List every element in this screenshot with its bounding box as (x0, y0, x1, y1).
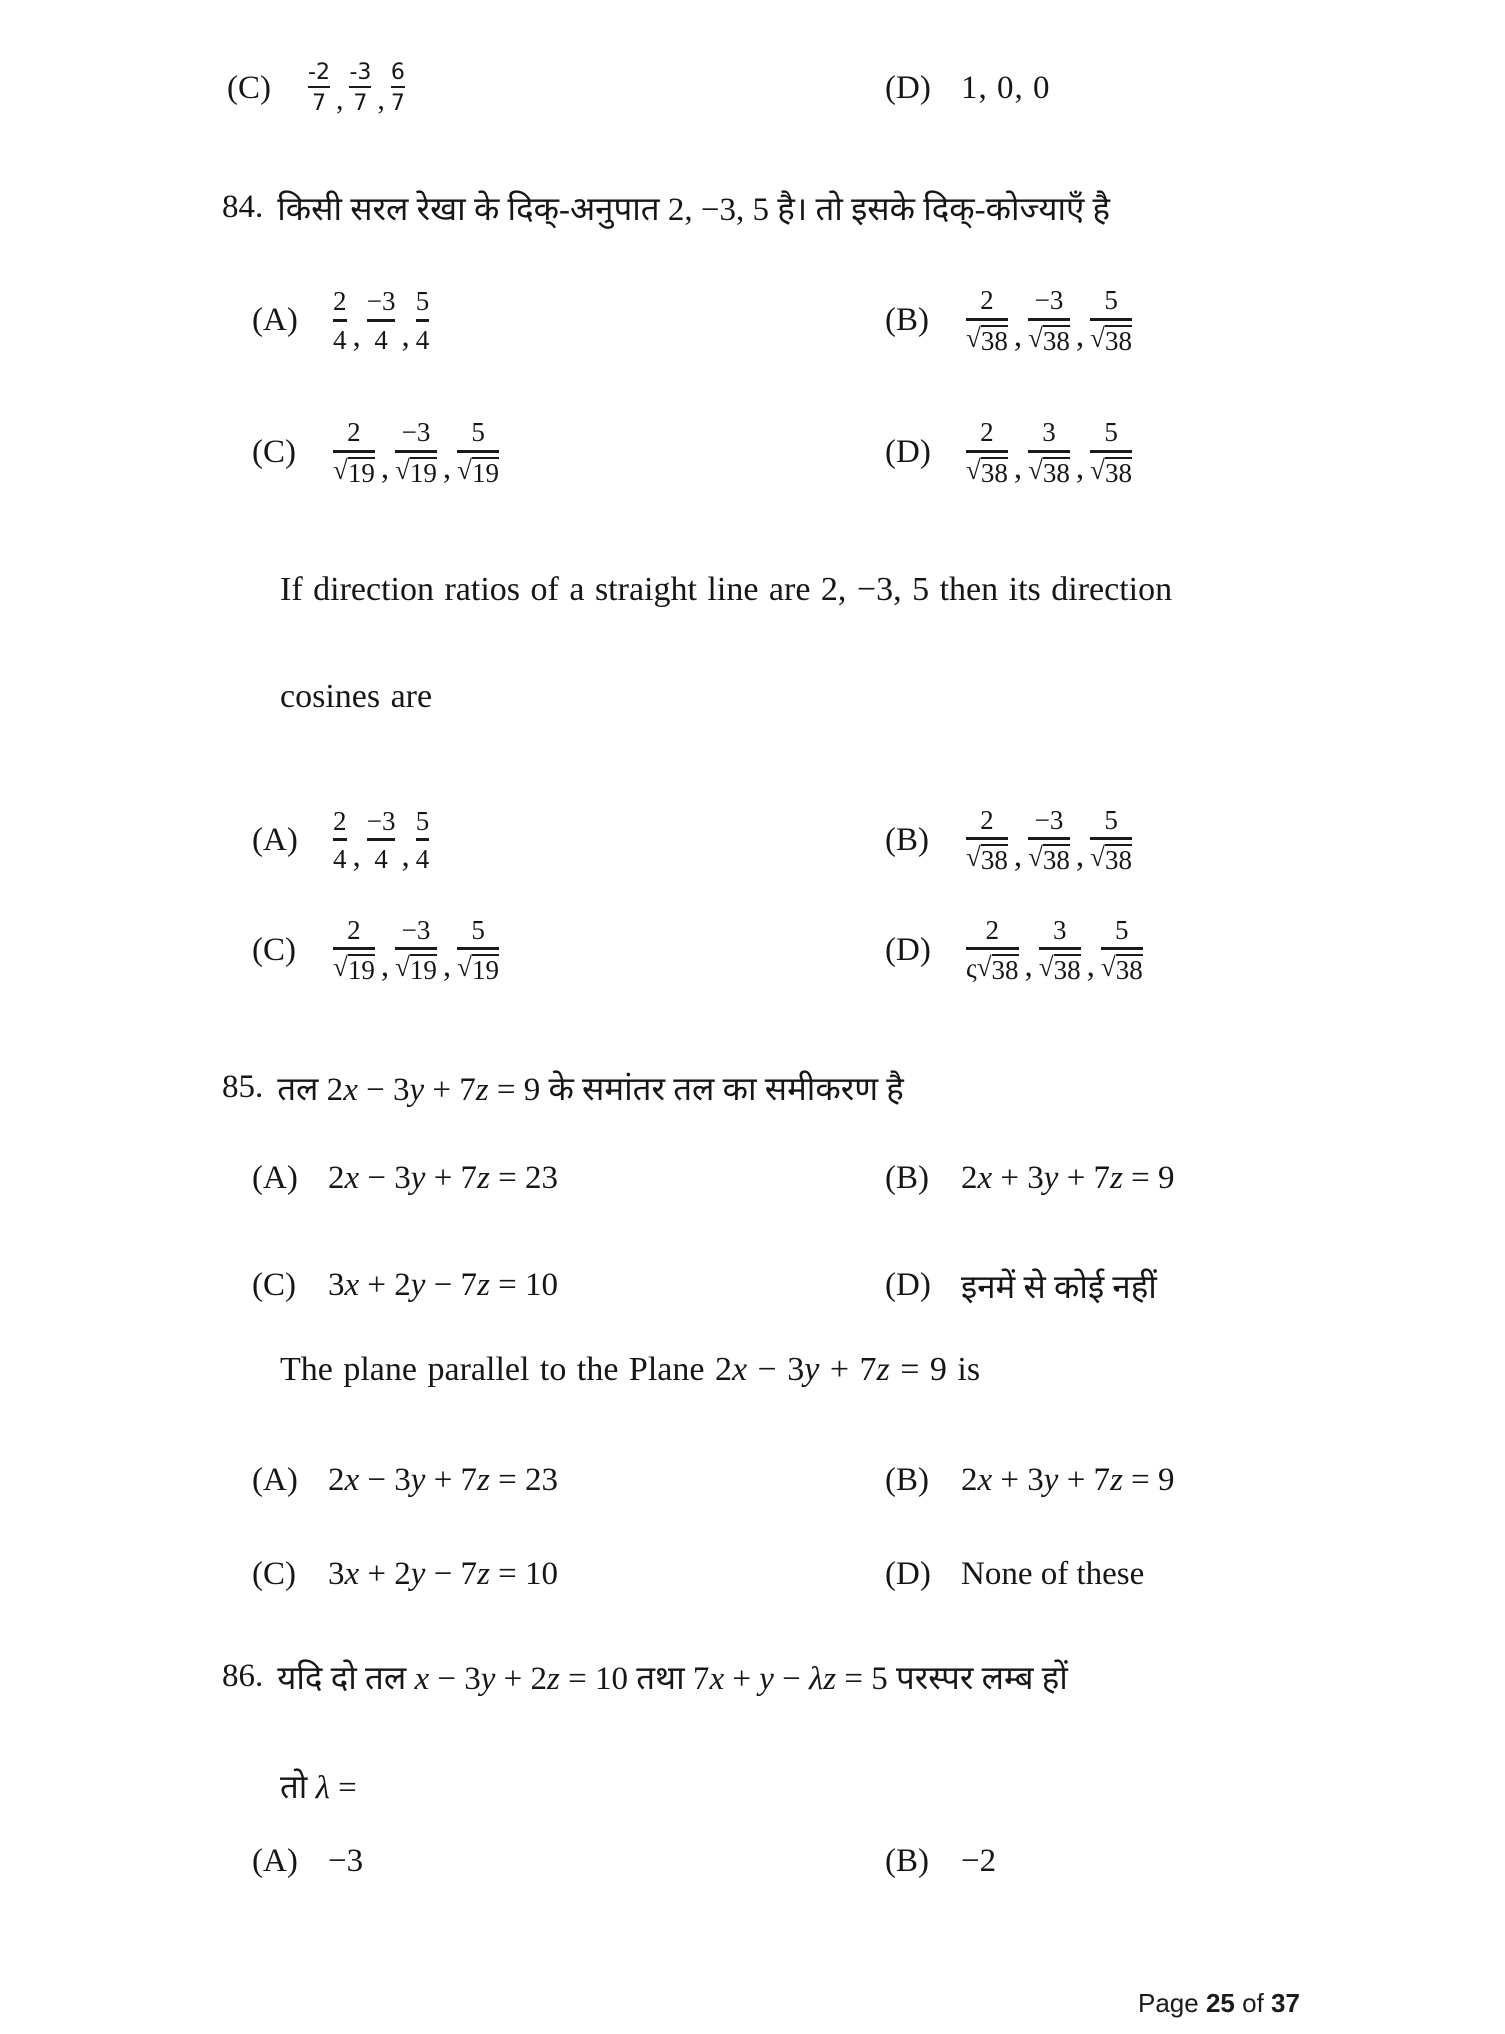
option-value (303, 61, 410, 115)
option-value: 2x − 3y + 7z = 23 (328, 1159, 559, 1196)
option-84-hi-b (885, 268, 1137, 373)
fraction: 2 √ 19 (333, 914, 375, 985)
fraction: 2 √ 19 (333, 417, 375, 488)
comma: , (335, 83, 344, 116)
comma: , (1075, 318, 1085, 354)
comma: , (1075, 837, 1085, 874)
fraction: $\frac{2}{4}$ (333, 286, 347, 355)
question-number: 84. (222, 188, 264, 225)
option-label: (C) (227, 69, 271, 106)
comma: , (352, 837, 361, 874)
option-84-en-d (885, 900, 1148, 1000)
fraction: −3 √ 19 (395, 417, 437, 488)
option-label: (D) (885, 931, 931, 968)
fraction: $\frac{2}{4}$ (333, 805, 347, 874)
comma: , (442, 450, 452, 486)
fraction: $\frac{5}{4}$ (415, 286, 430, 355)
option-label: (A) (252, 1842, 298, 1879)
question-number: 86. (222, 1657, 264, 1694)
option-label: (D) (885, 1555, 931, 1592)
option-value (328, 807, 434, 874)
comma: , (1075, 450, 1085, 486)
question-text: किसी सरल रेखा के दिक्-अनुपात 2, −3, 5 है। तो इसके दिक्-कोज्याएँ है (277, 191, 1111, 228)
option-value: 1, 0, 0 (961, 69, 1051, 106)
comma: , (1024, 947, 1033, 984)
comma: , (401, 318, 410, 354)
question-number: 85. (222, 1068, 264, 1105)
option-value: 3x + 2y − 7z = 10 (328, 1266, 559, 1303)
option-label: (C) (252, 1266, 296, 1303)
question-84-hindi (222, 177, 1110, 237)
question-86-hindi-line2 (280, 1757, 357, 1813)
fraction: 2 √ 38 (966, 804, 1008, 875)
fraction: 5 √ 38 (1100, 914, 1143, 985)
option-label: (D) (885, 1266, 931, 1303)
comma: , (380, 450, 390, 486)
option-prev-d (885, 42, 1051, 134)
fraction: $\frac{5}{4}$ (415, 805, 430, 874)
option-85-en-d (885, 1546, 1144, 1602)
option-value (961, 806, 1137, 875)
fraction: 2 ς √ 38 (966, 914, 1019, 985)
question-85-english (280, 1342, 980, 1398)
option-label: (A) (252, 1159, 298, 1196)
fraction: 5 √ 38 (1090, 417, 1132, 488)
option-85-en-b (885, 1452, 1175, 1508)
fraction: 2 √ 38 (966, 285, 1008, 356)
question-text: The plane parallel to the Plane 2x − 3y + 7z = 9 is (280, 1351, 981, 1388)
option-label: (B) (885, 302, 929, 338)
question-text: If direction ratios of a straight line are 2, −3, 5 then its direction (280, 571, 1173, 608)
question-85-hindi (222, 1057, 904, 1117)
option-85-hi-d (885, 1257, 1157, 1313)
option-value (328, 916, 504, 985)
fraction: 3 √ 38 (1028, 417, 1070, 488)
option-value: −2 (961, 1842, 997, 1879)
fraction: $\frac{6}{7}$ (390, 59, 405, 116)
option-85-hi-c (252, 1257, 558, 1313)
option-label: (A) (252, 302, 298, 338)
option-value: −3 (328, 1842, 364, 1879)
fraction: −3 √ 38 (1028, 285, 1070, 356)
comma: , (401, 837, 410, 874)
comma: , (1013, 318, 1023, 354)
footer-word-page: Page (1138, 1988, 1199, 2018)
page-footer (1138, 1988, 1300, 2019)
option-value (961, 916, 1148, 985)
question-text: cosines are (280, 678, 433, 715)
option-value: इनमें से कोई नहीं (961, 1269, 1157, 1306)
option-label: (B) (885, 821, 929, 858)
question-text: तल 2x − 3y + 7z = 9 के समांतर तल का समीकरण है (277, 1071, 904, 1108)
option-86-a (252, 1833, 363, 1889)
option-84-hi-d (885, 400, 1137, 505)
fraction: −3 √ 19 (395, 914, 437, 985)
option-label: (B) (885, 1461, 929, 1498)
fraction: $\frac{-3}{7}$ (349, 59, 372, 116)
fraction: 2 √ 38 (966, 417, 1008, 488)
option-86-b (885, 1833, 996, 1889)
option-value: None of these (961, 1555, 1145, 1592)
comma: , (442, 947, 452, 984)
option-value: 2x + 3y + 7z = 9 (961, 1461, 1175, 1498)
option-label: (C) (252, 434, 296, 470)
comma: , (377, 83, 385, 116)
option-85-en-a (252, 1452, 558, 1508)
fraction: 5 √ 38 (1090, 804, 1132, 875)
option-value: 2x + 3y + 7z = 9 (961, 1159, 1175, 1196)
option-85-hi-b (885, 1150, 1175, 1206)
comma: , (1013, 837, 1023, 874)
comma: , (1086, 947, 1095, 984)
fraction: $\frac{-3}{4}$ (366, 805, 396, 874)
option-value: 3x + 2y − 7z = 10 (328, 1555, 559, 1592)
option-value (961, 418, 1137, 487)
option-prev-c (227, 42, 410, 134)
option-85-hi-a (252, 1150, 558, 1206)
fraction: $\frac{-2}{7}$ (308, 59, 330, 116)
option-value (328, 418, 504, 487)
question-text: तो λ = (280, 1769, 357, 1806)
option-label: (C) (252, 1555, 296, 1592)
question-84-english-line1 (280, 565, 1172, 615)
fraction: 5 √ 38 (1090, 285, 1132, 356)
option-value (961, 286, 1137, 355)
footer-word-of: of (1242, 1988, 1264, 2018)
question-84-english-line2 (280, 672, 432, 722)
option-84-hi-c (252, 400, 504, 505)
footer-page-number: 25 (1205, 1988, 1235, 2018)
fraction: 5 √ 19 (457, 914, 499, 985)
footer-total-pages: 37 (1271, 1988, 1300, 2018)
question-86-hindi-line1 (222, 1648, 1068, 1704)
option-label: (D) (885, 434, 931, 470)
option-label: (A) (252, 821, 298, 858)
option-85-en-c (252, 1546, 558, 1602)
fraction: 5 √ 19 (457, 417, 499, 488)
option-label: (B) (885, 1159, 929, 1196)
option-84-en-c (252, 900, 504, 1000)
fraction: $\frac{-3}{4}$ (366, 286, 396, 355)
fraction: 3 √ 38 (1038, 914, 1081, 985)
question-text: यदि दो तल x − 3y + 2z = 10 तथा 7x + y − λz = 5 परस्पर लम्ब हों (277, 1660, 1068, 1697)
comma: , (352, 318, 361, 354)
comma: , (380, 947, 390, 984)
fraction: −3 √ 38 (1028, 804, 1070, 875)
option-label: (A) (252, 1461, 298, 1498)
option-label: (D) (885, 69, 931, 106)
option-label: (B) (885, 1842, 929, 1879)
comma: , (1013, 450, 1023, 486)
option-label: (C) (252, 931, 296, 968)
option-84-en-a (252, 790, 434, 890)
option-value: 2x − 3y + 7z = 23 (328, 1461, 559, 1498)
option-84-hi-a (252, 268, 434, 373)
option-value (328, 287, 434, 354)
option-84-en-b (885, 790, 1137, 890)
